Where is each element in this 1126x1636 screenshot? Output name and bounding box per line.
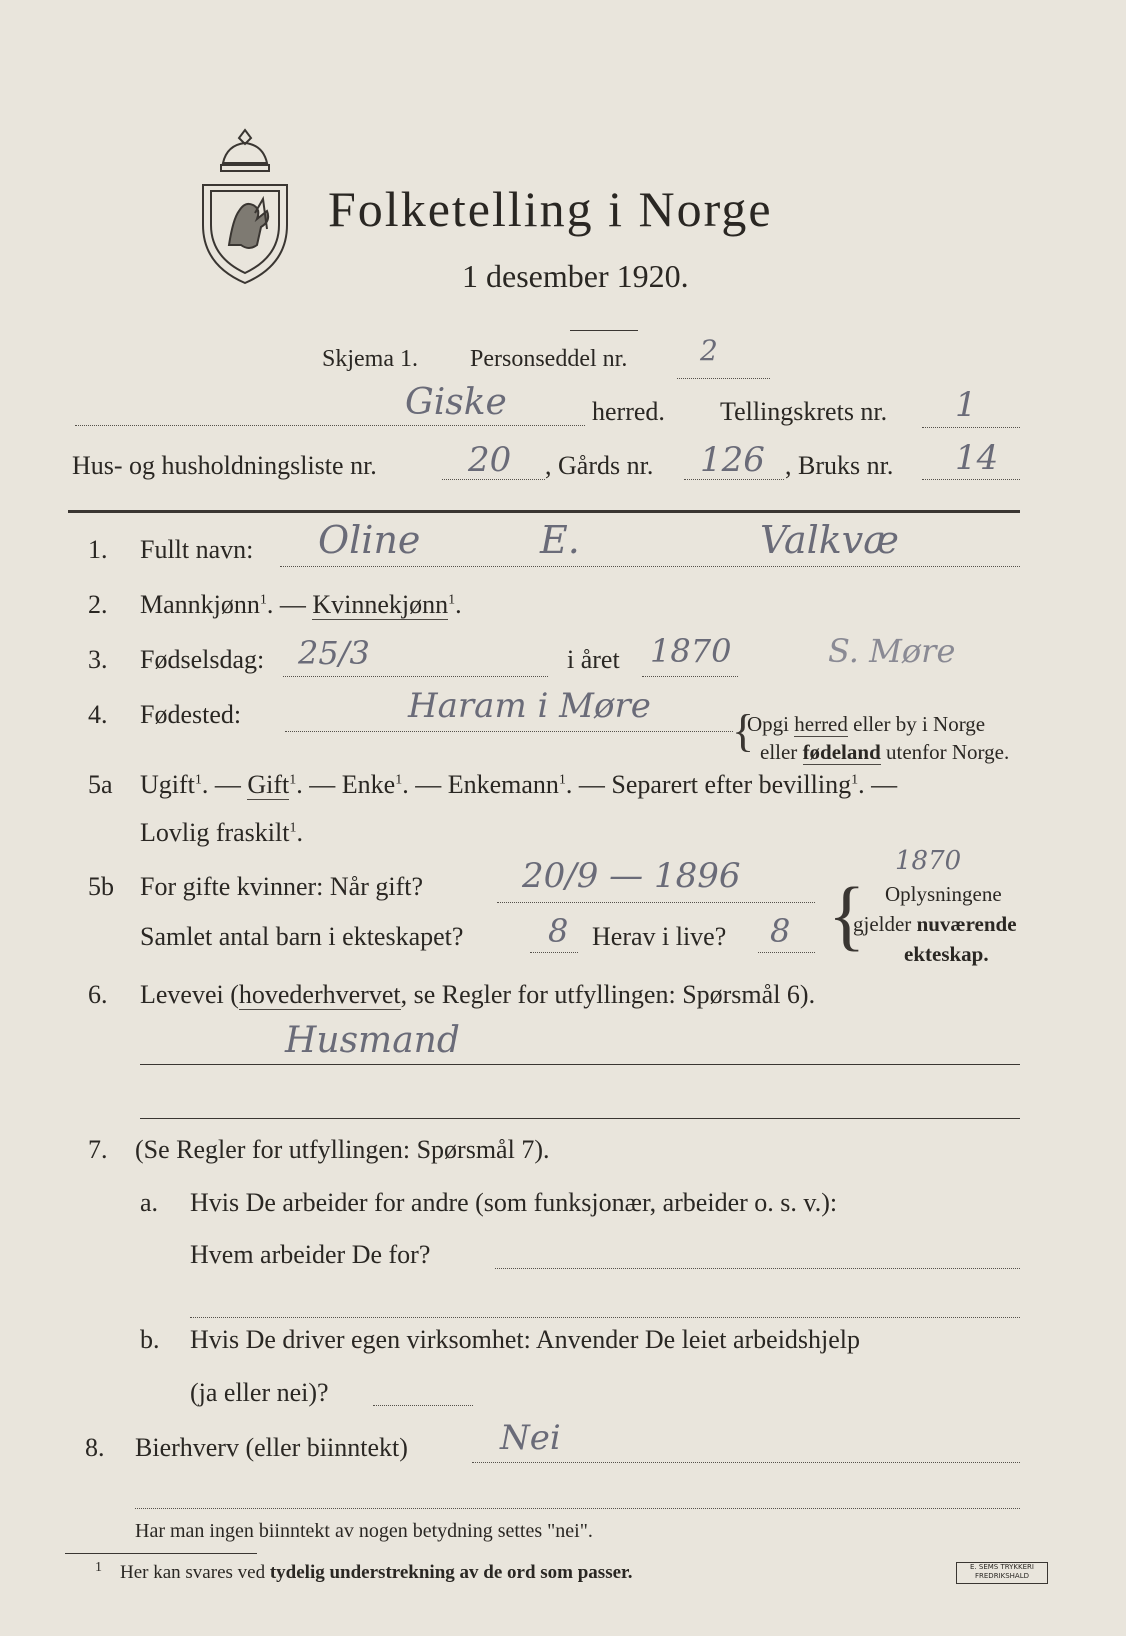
footnote-mark: 1 <box>95 1560 102 1575</box>
q6-label: Levevei (hovederhvervet, se Regler for utfyllingen: Spørsmål 6). <box>140 980 816 1009</box>
gards-value: 126 <box>700 440 765 480</box>
footnote-divider <box>65 1553 257 1554</box>
q1-label: Fullt navn: <box>140 535 254 564</box>
header-divider <box>68 510 1020 513</box>
q5b-ilive-line <box>758 952 815 953</box>
q5b-brace: { <box>828 871 866 958</box>
q8-number: 8. <box>85 1433 105 1462</box>
personseddel-line <box>677 378 770 379</box>
herred-line <box>75 425 585 426</box>
q7b-line <box>373 1405 473 1406</box>
q5a-gift-underlined: Gift <box>247 770 290 799</box>
q5b-note-line2: gjelder nuværende <box>853 912 1017 936</box>
bruks-line <box>922 479 1020 480</box>
q5b-ilive-label: Herav i live? <box>592 922 727 951</box>
q7a-text: Hvis De arbeider for andre (som funksjonær, arbeider o. s. v.): <box>190 1188 838 1217</box>
census-date: 1 desember 1920. <box>462 258 689 294</box>
q8-line-2 <box>135 1508 1020 1509</box>
q2-number: 2. <box>88 590 108 619</box>
q8-value: Nei <box>500 1418 561 1458</box>
q5a-number: 5a <box>88 770 113 799</box>
q5a-lovlig: Lovlig fraskilt$^1$. <box>140 818 303 847</box>
form-title: Folketelling i Norge <box>328 181 773 237</box>
q3-year-label: i året <box>567 645 620 674</box>
q5b-date-line <box>497 902 815 903</box>
q4-line <box>285 731 733 732</box>
q7a-question: Hvem arbeider De for? <box>190 1240 431 1269</box>
q6-line-1 <box>140 1064 1020 1065</box>
q3-margin-note: S. Møre <box>828 632 956 670</box>
bottom-note: Har man ingen biinntekt av nogen betydning settes "nei". <box>135 1520 593 1542</box>
q5b-extra-year: 1870 <box>895 846 962 876</box>
title-divider <box>570 330 638 331</box>
q3-year-value: 1870 <box>650 632 732 670</box>
tellingskrets-value: 1 <box>955 385 977 425</box>
q7b-letter: b. <box>140 1325 160 1354</box>
q3-date-line <box>283 676 548 677</box>
bruks-value: 14 <box>955 438 999 478</box>
q5b-ilive-value: 8 <box>770 912 791 950</box>
bruks-label: , Bruks nr. <box>785 451 894 480</box>
q7b-text: Hvis De driver egen virksomhet: Anvender De leiet arbeidshjelp <box>190 1325 861 1354</box>
q4-note-line1: Opgi herred eller by i Norge <box>747 712 986 736</box>
tellingskrets-label: Tellingskrets nr. <box>720 397 888 426</box>
coat-of-arms-icon <box>195 125 295 290</box>
household-value: 20 <box>468 440 512 480</box>
q4-birthplace-value: Haram i Møre <box>408 686 651 726</box>
q3-year-line <box>642 676 738 677</box>
q7b-question: (ja eller nei)? <box>190 1378 329 1407</box>
personseddel-label: Personseddel nr. <box>470 346 628 372</box>
q1-middle-name: E. <box>540 518 580 562</box>
q5b-number: 5b <box>88 872 114 901</box>
q7a-letter: a. <box>140 1188 159 1217</box>
q4-number: 4. <box>88 700 108 729</box>
q6-occupation-value: Husmand <box>285 1020 460 1061</box>
q2-mannkjonn: Mannkjønn <box>140 590 260 619</box>
q2-text: Mannkjønn$^1$. — Kvinnekjønn$^1$. <box>140 590 462 619</box>
q5a-options: Ugift$^1$. — Gift$^1$. — Enke$^1$. — Enkemann$^1$. — Separert efter bevilling$^1$. — <box>140 770 898 799</box>
tellingskrets-line <box>922 427 1020 428</box>
q5b-barn-line <box>530 952 578 953</box>
q7-number: 7. <box>88 1135 108 1164</box>
q3-number: 3. <box>88 645 108 674</box>
gards-label: , Gårds nr. <box>545 451 654 480</box>
q8-label: Bierhverv (eller biinntekt) <box>135 1433 408 1462</box>
q3-label: Fødselsdag: <box>140 645 265 674</box>
q6-number: 6. <box>88 980 108 1009</box>
q5b-marriage-date: 20/9 — 1896 <box>522 856 741 896</box>
q5b-barn-label: Samlet antal barn i ekteskapet? <box>140 922 464 951</box>
q7a-line-2 <box>190 1317 1020 1318</box>
q4-brace: { <box>732 705 755 756</box>
schema-label: Skjema 1. <box>322 346 418 372</box>
q6-line-2 <box>140 1118 1020 1119</box>
q1-line <box>280 566 1020 567</box>
q1-number: 1. <box>88 535 108 564</box>
q3-birthday-value: 25/3 <box>298 634 370 672</box>
q5b-barn-value: 8 <box>548 912 569 950</box>
q1-last-name: Valkvæ <box>760 518 899 562</box>
printer-stamp: E. SEMS TRYKKERI FREDRIKSHALD <box>956 1562 1048 1584</box>
q1-first-name: Oline <box>318 518 421 562</box>
q7-label: (Se Regler for utfyllingen: Spørsmål 7). <box>135 1135 550 1164</box>
q4-note-line2: eller fødeland utenfor Norge. <box>760 740 1010 764</box>
q5b-note-line3: ekteskap. <box>904 942 989 966</box>
footnote-text: Her kan svares ved tydelig understrekning av de ord som passer. <box>120 1562 633 1583</box>
q8-line-1 <box>472 1462 1020 1463</box>
herred-label: herred. <box>592 397 665 426</box>
q2-kvinnekjonn-underlined: Kvinnekjønn <box>312 590 449 619</box>
q5b-label: For gifte kvinner: Når gift? <box>140 872 424 901</box>
personseddel-value: 2 <box>700 334 718 367</box>
herred-value: Giske <box>405 382 507 423</box>
household-label: Hus- og husholdningsliste nr. <box>72 451 377 480</box>
q4-label: Fødested: <box>140 700 242 729</box>
q5b-note-line1: Oplysningene <box>885 882 1002 906</box>
q7a-line-1 <box>495 1268 1020 1269</box>
